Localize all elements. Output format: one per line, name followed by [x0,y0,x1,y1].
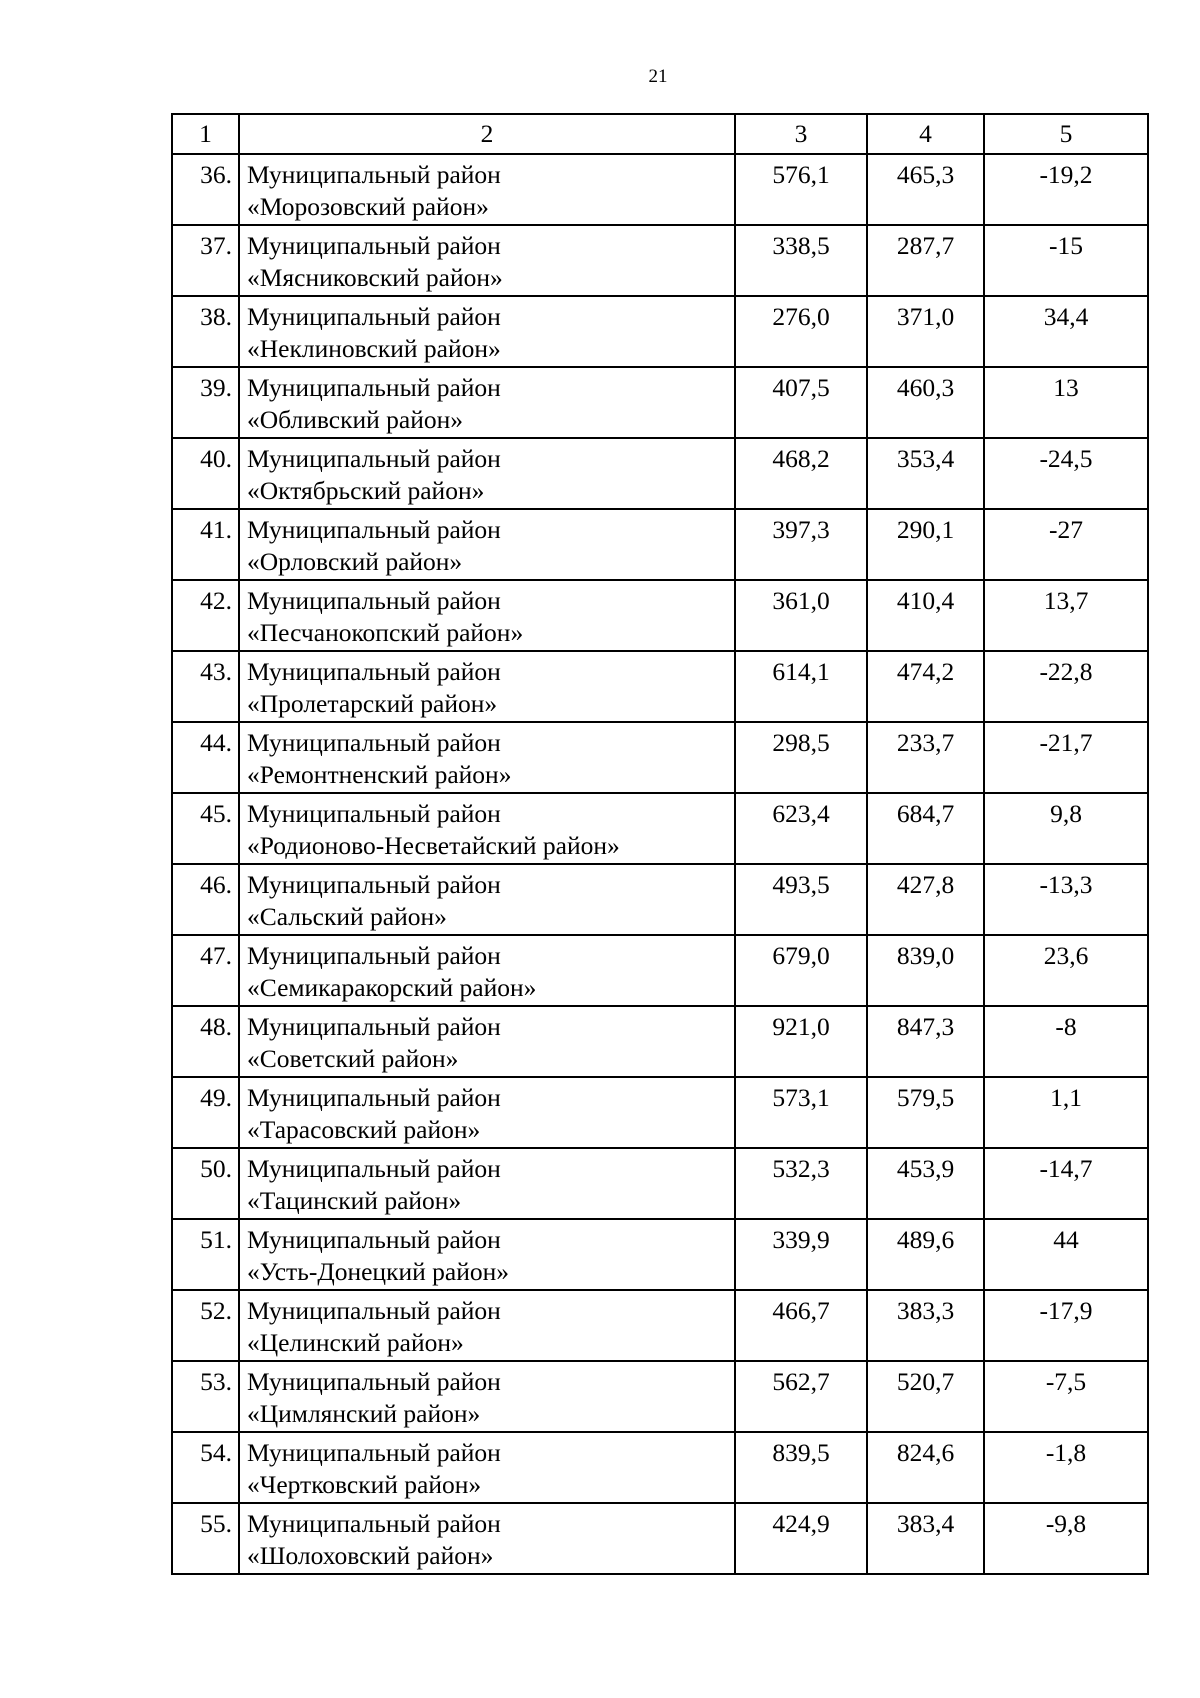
district-name-cell [239,367,735,438]
district-type: Муниципальный район [247,160,501,189]
table-body [172,154,1148,1574]
district-name-cell [239,154,735,225]
column-header-3: 3 [735,114,867,154]
value-column-5: 1,1 [984,1077,1148,1148]
district-type: Муниципальный район [247,515,501,544]
table-row [172,296,1148,367]
district-name-cell [239,722,735,793]
value-column-5: -1,8 [984,1432,1148,1503]
value-column-3: 614,1 [735,651,867,722]
value-column-4: 460,3 [867,367,984,438]
district-type: Муниципальный район [247,444,501,473]
value-column-4: 371,0 [867,296,984,367]
district-name-cell [239,793,735,864]
row-number: 48. [172,1006,239,1077]
district-name-cell [239,651,735,722]
district-name: «Мясниковский район» [247,263,503,292]
table-row [172,651,1148,722]
value-column-4: 383,4 [867,1503,984,1574]
table-row [172,1290,1148,1361]
value-column-4: 489,6 [867,1219,984,1290]
row-number: 38. [172,296,239,367]
table-row [172,225,1148,296]
row-number: 47. [172,935,239,1006]
value-column-5: 34,4 [984,296,1148,367]
table-row [172,1077,1148,1148]
district-name-cell [239,1148,735,1219]
value-column-3: 361,0 [735,580,867,651]
value-column-5: -9,8 [984,1503,1148,1574]
value-column-5: -7,5 [984,1361,1148,1432]
value-column-3: 623,4 [735,793,867,864]
value-column-4: 353,4 [867,438,984,509]
value-column-5: 13 [984,367,1148,438]
district-name: «Родионово-Несветайский район» [247,831,620,860]
table-row [172,509,1148,580]
value-column-4: 287,7 [867,225,984,296]
district-name: «Ремонтненский район» [247,760,512,789]
value-column-5: -8 [984,1006,1148,1077]
value-column-5: -19,2 [984,154,1148,225]
value-column-5: -13,3 [984,864,1148,935]
table-row [172,580,1148,651]
table-row [172,1503,1148,1574]
value-column-3: 397,3 [735,509,867,580]
row-number: 41. [172,509,239,580]
district-name: «Советский район» [247,1044,459,1073]
district-type: Муниципальный район [247,1438,501,1467]
value-column-3: 338,5 [735,225,867,296]
row-number: 42. [172,580,239,651]
district-type: Муниципальный район [247,1296,501,1325]
value-column-3: 921,0 [735,1006,867,1077]
table-row [172,793,1148,864]
value-column-4: 824,6 [867,1432,984,1503]
district-type: Муниципальный район [247,1509,501,1538]
row-number: 51. [172,1219,239,1290]
district-name-cell [239,225,735,296]
value-column-5: -22,8 [984,651,1148,722]
value-column-5: 13,7 [984,580,1148,651]
value-column-4: 839,0 [867,935,984,1006]
value-column-4: 579,5 [867,1077,984,1148]
district-name: «Цимлянский район» [247,1399,481,1428]
district-type: Муниципальный район [247,1367,501,1396]
value-column-4: 383,3 [867,1290,984,1361]
row-number: 46. [172,864,239,935]
district-name-cell [239,296,735,367]
value-column-3: 276,0 [735,296,867,367]
value-column-4: 233,7 [867,722,984,793]
district-type: Муниципальный район [247,657,501,686]
district-name: «Усть-Донецкий район» [247,1257,509,1286]
value-column-3: 493,5 [735,864,867,935]
value-column-5: -15 [984,225,1148,296]
district-type: Муниципальный район [247,1083,501,1112]
value-column-4: 847,3 [867,1006,984,1077]
page-number: 21 [648,66,668,87]
data-table [171,113,1149,1575]
district-name: «Обливский район» [247,405,464,434]
value-column-5: 44 [984,1219,1148,1290]
district-name: «Морозовский район» [247,192,489,221]
district-name: «Песчанокопский район» [247,618,524,647]
value-column-4: 427,8 [867,864,984,935]
value-column-4: 684,7 [867,793,984,864]
table-row [172,367,1148,438]
district-type: Муниципальный район [247,1225,501,1254]
district-type: Муниципальный район [247,799,501,828]
district-name: «Чертковский район» [247,1470,482,1499]
column-header-2: 2 [239,114,735,154]
column-header-5: 5 [984,114,1148,154]
district-name-cell [239,1503,735,1574]
table-row [172,1148,1148,1219]
district-name: «Целинский район» [247,1328,464,1357]
district-name: «Пролетарский район» [247,689,498,718]
table-row [172,438,1148,509]
district-name: «Орловский район» [247,547,463,576]
district-name: «Неклиновский район» [247,334,501,363]
value-column-3: 298,5 [735,722,867,793]
row-number: 39. [172,367,239,438]
row-number: 55. [172,1503,239,1574]
district-type: Муниципальный район [247,231,501,260]
table-row [172,1432,1148,1503]
value-column-3: 679,0 [735,935,867,1006]
row-number: 44. [172,722,239,793]
value-column-4: 474,2 [867,651,984,722]
district-name-cell [239,1219,735,1290]
district-name: «Сальский район» [247,902,447,931]
table-row [172,722,1148,793]
district-name: «Семикаракорский район» [247,973,537,1002]
district-type: Муниципальный район [247,941,501,970]
row-number: 37. [172,225,239,296]
district-type: Муниципальный район [247,373,501,402]
row-number: 40. [172,438,239,509]
value-column-5: 9,8 [984,793,1148,864]
district-name: «Тацинский район» [247,1186,462,1215]
value-column-3: 468,2 [735,438,867,509]
value-column-3: 839,5 [735,1432,867,1503]
district-name-cell [239,580,735,651]
value-column-3: 466,7 [735,1290,867,1361]
value-column-4: 520,7 [867,1361,984,1432]
table-row [172,1361,1148,1432]
row-number: 36. [172,154,239,225]
district-name-cell [239,1006,735,1077]
district-type: Муниципальный район [247,1154,501,1183]
value-column-4: 290,1 [867,509,984,580]
district-name: «Октябрьский район» [247,476,485,505]
district-type: Муниципальный район [247,1012,501,1041]
value-column-3: 562,7 [735,1361,867,1432]
value-column-3: 573,1 [735,1077,867,1148]
district-name-cell [239,438,735,509]
table-row [172,154,1148,225]
value-column-5: -24,5 [984,438,1148,509]
district-name-cell [239,1361,735,1432]
district-type: Муниципальный район [247,728,501,757]
table-row [172,864,1148,935]
value-column-5: -27 [984,509,1148,580]
value-column-3: 339,9 [735,1219,867,1290]
district-name-cell [239,864,735,935]
column-header-4: 4 [867,114,984,154]
table-row [172,1219,1148,1290]
row-number: 49. [172,1077,239,1148]
district-name-cell [239,1077,735,1148]
row-number: 50. [172,1148,239,1219]
column-header-1: 1 [172,114,239,154]
district-type: Муниципальный район [247,302,501,331]
district-name-cell [239,509,735,580]
district-name: «Шолоховский район» [247,1541,494,1570]
row-number: 53. [172,1361,239,1432]
value-column-3: 576,1 [735,154,867,225]
district-name-cell [239,1432,735,1503]
row-number: 52. [172,1290,239,1361]
value-column-5: -14,7 [984,1148,1148,1219]
value-column-4: 410,4 [867,580,984,651]
value-column-5: -21,7 [984,722,1148,793]
district-name: «Тарасовский район» [247,1115,481,1144]
district-name-cell [239,1290,735,1361]
row-number: 43. [172,651,239,722]
value-column-4: 465,3 [867,154,984,225]
value-column-3: 424,9 [735,1503,867,1574]
value-column-3: 532,3 [735,1148,867,1219]
district-name-cell [239,935,735,1006]
value-column-4: 453,9 [867,1148,984,1219]
value-column-5: -17,9 [984,1290,1148,1361]
value-column-5: 23,6 [984,935,1148,1006]
table-row [172,1006,1148,1077]
district-type: Муниципальный район [247,586,501,615]
district-type: Муниципальный район [247,870,501,899]
value-column-3: 407,5 [735,367,867,438]
table-header-row [172,114,1148,154]
table-row [172,935,1148,1006]
row-number: 54. [172,1432,239,1503]
row-number: 45. [172,793,239,864]
